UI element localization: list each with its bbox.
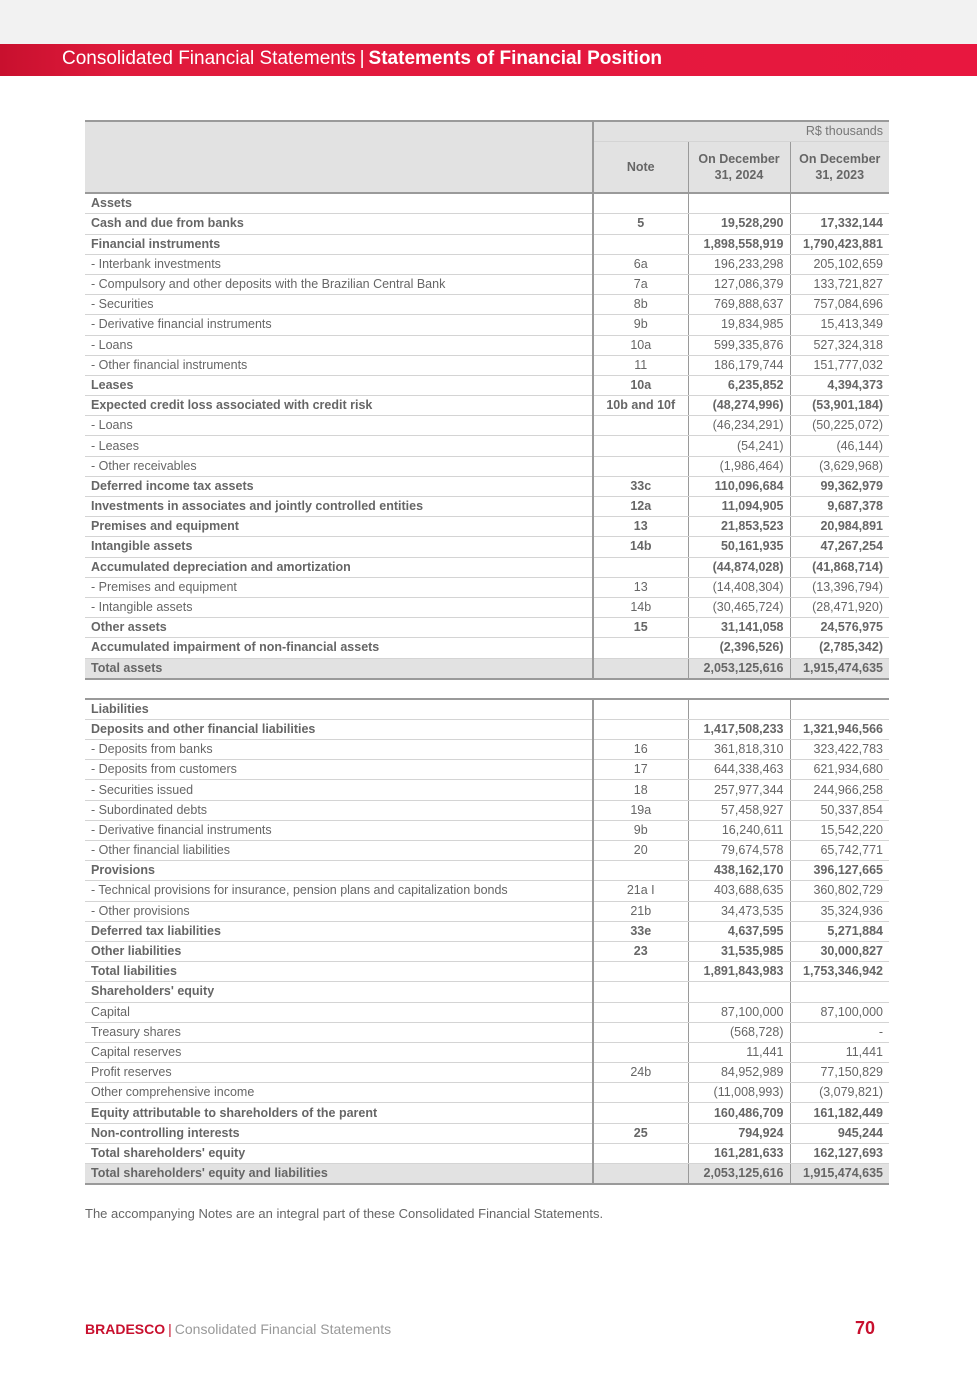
row-value-2023: 5,271,884 — [790, 921, 889, 941]
row-note: 18 — [593, 780, 688, 800]
table-row — [85, 638, 889, 658]
col-header-2024: On December 31, 2024 — [688, 142, 790, 194]
row-note: 33c — [593, 476, 688, 496]
row-label: - Other receivables — [85, 456, 593, 476]
row-value-2024: 2,053,125,616 — [688, 1164, 790, 1185]
row-label: - Intangible assets — [85, 597, 593, 617]
table-row — [85, 1063, 889, 1083]
table-row — [85, 800, 889, 820]
table-row — [85, 436, 889, 456]
row-value-2024 — [688, 982, 790, 1002]
row-value-2024: 50,161,935 — [688, 537, 790, 557]
row-value-2024: (46,234,291) — [688, 416, 790, 436]
row-value-2023: 9,687,378 — [790, 497, 889, 517]
row-note — [593, 1042, 688, 1062]
table-row — [85, 901, 889, 921]
row-label: Investments in associates and jointly controlled entities — [85, 497, 593, 517]
footer-brand: BRADESCO — [85, 1321, 166, 1337]
row-value-2024: (30,465,724) — [688, 597, 790, 617]
row-value-2024: 87,100,000 — [688, 1002, 790, 1022]
table-row — [85, 1103, 889, 1123]
row-label: Shareholders' equity — [85, 982, 593, 1002]
row-note — [593, 861, 688, 881]
row-value-2023: (46,144) — [790, 436, 889, 456]
row-value-2024: 57,458,927 — [688, 800, 790, 820]
row-label: - Securities — [85, 295, 593, 315]
row-value-2023: 244,966,258 — [790, 780, 889, 800]
row-value-2024: 4,637,595 — [688, 921, 790, 941]
row-value-2024 — [688, 193, 790, 214]
table-row — [85, 921, 889, 941]
row-value-2023: 15,542,220 — [790, 820, 889, 840]
row-note: 14b — [593, 597, 688, 617]
row-value-2024: 21,853,523 — [688, 517, 790, 537]
row-value-2023: 50,337,854 — [790, 800, 889, 820]
row-label: Accumulated impairment of non-financial assets — [85, 638, 593, 658]
row-label: - Derivative financial instruments — [85, 315, 593, 335]
table-row — [85, 719, 889, 739]
row-value-2023: 20,984,891 — [790, 517, 889, 537]
row-note: 14b — [593, 537, 688, 557]
table-row — [85, 396, 889, 416]
header-blank-cell — [85, 121, 593, 193]
row-note: 11 — [593, 355, 688, 375]
row-value-2023: (50,225,072) — [790, 416, 889, 436]
row-note — [593, 1022, 688, 1042]
table-row — [85, 760, 889, 780]
row-value-2023: (53,901,184) — [790, 396, 889, 416]
banner-title — [62, 44, 662, 76]
row-value-2024: 19,834,985 — [688, 315, 790, 335]
row-note — [593, 638, 688, 658]
row-value-2024: 2,053,125,616 — [688, 658, 790, 679]
financial-position-table — [85, 120, 889, 1185]
row-value-2023: (3,079,821) — [790, 1083, 889, 1103]
table-row — [85, 214, 889, 234]
table-row — [85, 780, 889, 800]
row-note: 25 — [593, 1123, 688, 1143]
row-label: Capital — [85, 1002, 593, 1022]
row-label: Total assets — [85, 658, 593, 679]
row-value-2024: 16,240,611 — [688, 820, 790, 840]
row-note: 12a — [593, 497, 688, 517]
row-note: 17 — [593, 760, 688, 780]
row-label: - Loans — [85, 416, 593, 436]
row-note: 7a — [593, 274, 688, 294]
table-row — [85, 517, 889, 537]
row-value-2024: 794,924 — [688, 1123, 790, 1143]
row-value-2024: 361,818,310 — [688, 740, 790, 760]
row-value-2023: 1,915,474,635 — [790, 1164, 889, 1185]
table-row — [85, 335, 889, 355]
row-value-2023: 161,182,449 — [790, 1103, 889, 1123]
table-row — [85, 355, 889, 375]
table-row — [85, 295, 889, 315]
row-value-2024: 186,179,744 — [688, 355, 790, 375]
row-note — [593, 1143, 688, 1163]
row-label: Total shareholders' equity and liabilities — [85, 1164, 593, 1185]
row-value-2024: 161,281,633 — [688, 1143, 790, 1163]
table-row — [85, 497, 889, 517]
row-note — [593, 1164, 688, 1185]
row-label: Premises and equipment — [85, 517, 593, 537]
row-value-2024: (48,274,996) — [688, 396, 790, 416]
row-label: Equity attributable to shareholders of the parent — [85, 1103, 593, 1123]
row-value-2023: 1,790,423,881 — [790, 234, 889, 254]
row-value-2023: (2,785,342) — [790, 638, 889, 658]
row-value-2024: (11,008,993) — [688, 1083, 790, 1103]
row-label: - Compulsory and other deposits with the Brazilian Central Bank — [85, 274, 593, 294]
row-value-2024: 196,233,298 — [688, 254, 790, 274]
row-value-2023: 527,324,318 — [790, 335, 889, 355]
units-label: R$ thousands — [593, 121, 889, 142]
row-label: Profit reserves — [85, 1063, 593, 1083]
row-note: 9b — [593, 820, 688, 840]
row-note: 9b — [593, 315, 688, 335]
table-row — [85, 1022, 889, 1042]
table-row — [85, 597, 889, 617]
row-value-2024: 31,535,985 — [688, 941, 790, 961]
row-value-2024: (568,728) — [688, 1022, 790, 1042]
footnote: The accompanying Notes are an integral part of these Consolidated Financial Statements. — [85, 1206, 604, 1221]
row-value-2023: 87,100,000 — [790, 1002, 889, 1022]
row-note — [593, 193, 688, 214]
table-row — [85, 962, 889, 982]
row-value-2024: 644,338,463 — [688, 760, 790, 780]
row-note: 6a — [593, 254, 688, 274]
table-row — [85, 982, 889, 1002]
row-label: Other liabilities — [85, 941, 593, 961]
row-value-2024: (14,408,304) — [688, 577, 790, 597]
row-value-2024: (1,986,464) — [688, 456, 790, 476]
header-separator: | — [359, 48, 365, 69]
row-note: 10a — [593, 375, 688, 395]
table-row — [85, 881, 889, 901]
row-value-2024: 6,235,852 — [688, 375, 790, 395]
table-header-units-row — [85, 121, 889, 142]
row-label: Financial instruments — [85, 234, 593, 254]
row-label: Deferred tax liabilities — [85, 921, 593, 941]
row-label: - Loans — [85, 335, 593, 355]
row-value-2024: 34,473,535 — [688, 901, 790, 921]
table-row — [85, 557, 889, 577]
row-label: - Derivative financial instruments — [85, 820, 593, 840]
row-value-2024: 769,888,637 — [688, 295, 790, 315]
row-label: Provisions — [85, 861, 593, 881]
row-note: 23 — [593, 941, 688, 961]
spacer-cell — [85, 679, 889, 699]
row-value-2023: 11,441 — [790, 1042, 889, 1062]
footer-document: Consolidated Financial Statements — [174, 1321, 392, 1337]
row-note: 19a — [593, 800, 688, 820]
row-value-2023: 133,721,827 — [790, 274, 889, 294]
total-assets-row — [85, 658, 889, 679]
table-row — [85, 1123, 889, 1143]
row-note — [593, 416, 688, 436]
row-value-2023: 1,321,946,566 — [790, 719, 889, 739]
col-header-2023: On December 31, 2023 — [790, 142, 889, 194]
row-note — [593, 1103, 688, 1123]
row-label: Leases — [85, 375, 593, 395]
row-note: 13 — [593, 517, 688, 537]
row-value-2023: 162,127,693 — [790, 1143, 889, 1163]
row-note — [593, 436, 688, 456]
row-label: Expected credit loss associated with credit risk — [85, 396, 593, 416]
row-value-2023: 47,267,254 — [790, 537, 889, 557]
row-value-2023: 205,102,659 — [790, 254, 889, 274]
table-row — [85, 1143, 889, 1163]
row-value-2023: (28,471,920) — [790, 597, 889, 617]
row-value-2024: 84,952,989 — [688, 1063, 790, 1083]
row-note — [593, 1083, 688, 1103]
row-value-2023: 15,413,349 — [790, 315, 889, 335]
row-value-2023: 30,000,827 — [790, 941, 889, 961]
row-value-2023 — [790, 193, 889, 214]
total-equity-liabilities-row — [85, 1164, 889, 1185]
row-label: Other comprehensive income — [85, 1083, 593, 1103]
row-note: 21a I — [593, 881, 688, 901]
row-note: 16 — [593, 740, 688, 760]
row-label: - Securities issued — [85, 780, 593, 800]
table-row — [85, 274, 889, 294]
row-note — [593, 962, 688, 982]
row-label: - Premises and equipment — [85, 577, 593, 597]
row-note — [593, 719, 688, 739]
row-label: - Leases — [85, 436, 593, 456]
row-note — [593, 982, 688, 1002]
col-header-note: Note — [593, 142, 688, 194]
row-value-2023: 1,915,474,635 — [790, 658, 889, 679]
table-row — [85, 861, 889, 881]
row-note — [593, 557, 688, 577]
row-label: Cash and due from banks — [85, 214, 593, 234]
row-label: - Interbank investments — [85, 254, 593, 274]
footer — [85, 1321, 391, 1337]
row-value-2024: 438,162,170 — [688, 861, 790, 881]
row-note: 10b and 10f — [593, 396, 688, 416]
header-section: Consolidated Financial Statements — [62, 48, 356, 69]
row-value-2024: 1,898,558,919 — [688, 234, 790, 254]
row-value-2023: - — [790, 1022, 889, 1042]
table-row — [85, 315, 889, 335]
row-value-2023: 323,422,783 — [790, 740, 889, 760]
table-row — [85, 476, 889, 496]
row-value-2023: 17,332,144 — [790, 214, 889, 234]
row-note: 15 — [593, 618, 688, 638]
row-value-2023: 65,742,771 — [790, 841, 889, 861]
row-value-2024: 599,335,876 — [688, 335, 790, 355]
table-row — [85, 820, 889, 840]
table-row — [85, 941, 889, 961]
row-value-2023: 35,324,936 — [790, 901, 889, 921]
row-value-2024: 257,977,344 — [688, 780, 790, 800]
row-value-2023: (3,629,968) — [790, 456, 889, 476]
row-value-2023: (13,396,794) — [790, 577, 889, 597]
row-label: Deferred income tax assets — [85, 476, 593, 496]
table-row — [85, 234, 889, 254]
row-label: - Technical provisions for insurance, pension plans and capitalization bonds — [85, 881, 593, 901]
table-row — [85, 740, 889, 760]
row-value-2024: (2,396,526) — [688, 638, 790, 658]
row-note: 8b — [593, 295, 688, 315]
row-label: Treasury shares — [85, 1022, 593, 1042]
row-label: Intangible assets — [85, 537, 593, 557]
top-margin — [0, 0, 977, 44]
row-note: 5 — [593, 214, 688, 234]
page-number: 70 — [855, 1318, 876, 1338]
table-row — [85, 1002, 889, 1022]
row-value-2024: 160,486,709 — [688, 1103, 790, 1123]
row-value-2024: 11,094,905 — [688, 497, 790, 517]
row-note: 10a — [593, 335, 688, 355]
row-label: Total shareholders' equity — [85, 1143, 593, 1163]
row-value-2024: (54,241) — [688, 436, 790, 456]
table-row — [85, 456, 889, 476]
row-label: - Subordinated debts — [85, 800, 593, 820]
row-value-2024: 11,441 — [688, 1042, 790, 1062]
header-banner — [0, 44, 977, 76]
row-value-2023 — [790, 699, 889, 720]
row-value-2023 — [790, 982, 889, 1002]
row-value-2024: 403,688,635 — [688, 881, 790, 901]
table-row — [85, 416, 889, 436]
row-value-2023: 77,150,829 — [790, 1063, 889, 1083]
row-label: Deposits and other financial liabilities — [85, 719, 593, 739]
section-heading-assets — [85, 193, 889, 214]
row-value-2023: 396,127,665 — [790, 861, 889, 881]
row-note — [593, 234, 688, 254]
table-row — [85, 841, 889, 861]
row-value-2024: 1,891,843,983 — [688, 962, 790, 982]
row-note: 21b — [593, 901, 688, 921]
row-value-2024: 1,417,508,233 — [688, 719, 790, 739]
row-note — [593, 456, 688, 476]
row-value-2023: 99,362,979 — [790, 476, 889, 496]
row-value-2024: 79,674,578 — [688, 841, 790, 861]
row-value-2024 — [688, 699, 790, 720]
row-label: - Other provisions — [85, 901, 593, 921]
row-value-2023: 151,777,032 — [790, 355, 889, 375]
row-label: Capital reserves — [85, 1042, 593, 1062]
table-row — [85, 537, 889, 557]
row-label: Total liabilities — [85, 962, 593, 982]
row-value-2024: 19,528,290 — [688, 214, 790, 234]
row-value-2023: 621,934,680 — [790, 760, 889, 780]
section-heading-liabilities — [85, 699, 889, 720]
row-value-2024: (44,874,028) — [688, 557, 790, 577]
footer-separator: | — [168, 1321, 172, 1337]
row-label: - Deposits from banks — [85, 740, 593, 760]
row-value-2023: 945,244 — [790, 1123, 889, 1143]
row-value-2023: 360,802,729 — [790, 881, 889, 901]
row-label: Other assets — [85, 618, 593, 638]
row-value-2024: 127,086,379 — [688, 274, 790, 294]
row-value-2023: 4,394,373 — [790, 375, 889, 395]
row-value-2024: 31,141,058 — [688, 618, 790, 638]
table-row — [85, 618, 889, 638]
row-label: Accumulated depreciation and amortization — [85, 557, 593, 577]
row-label: Assets — [85, 193, 593, 214]
row-label: - Deposits from customers — [85, 760, 593, 780]
row-note — [593, 699, 688, 720]
table-row — [85, 577, 889, 597]
row-value-2023: 757,084,696 — [790, 295, 889, 315]
row-value-2023: 1,753,346,942 — [790, 962, 889, 982]
row-label: Liabilities — [85, 699, 593, 720]
row-note: 24b — [593, 1063, 688, 1083]
header-title: Statements of Financial Position — [368, 48, 663, 69]
row-note: 20 — [593, 841, 688, 861]
row-value-2024: 110,096,684 — [688, 476, 790, 496]
row-label: - Other financial liabilities — [85, 841, 593, 861]
row-value-2023: (41,868,714) — [790, 557, 889, 577]
row-label: - Other financial instruments — [85, 355, 593, 375]
row-note: 33e — [593, 921, 688, 941]
row-note — [593, 1002, 688, 1022]
table-row — [85, 1042, 889, 1062]
table-row — [85, 375, 889, 395]
table-spacer — [85, 679, 889, 699]
row-note — [593, 658, 688, 679]
table-row — [85, 254, 889, 274]
row-note: 13 — [593, 577, 688, 597]
row-label: Non-controlling interests — [85, 1123, 593, 1143]
table-row — [85, 1083, 889, 1103]
row-value-2023: 24,576,975 — [790, 618, 889, 638]
